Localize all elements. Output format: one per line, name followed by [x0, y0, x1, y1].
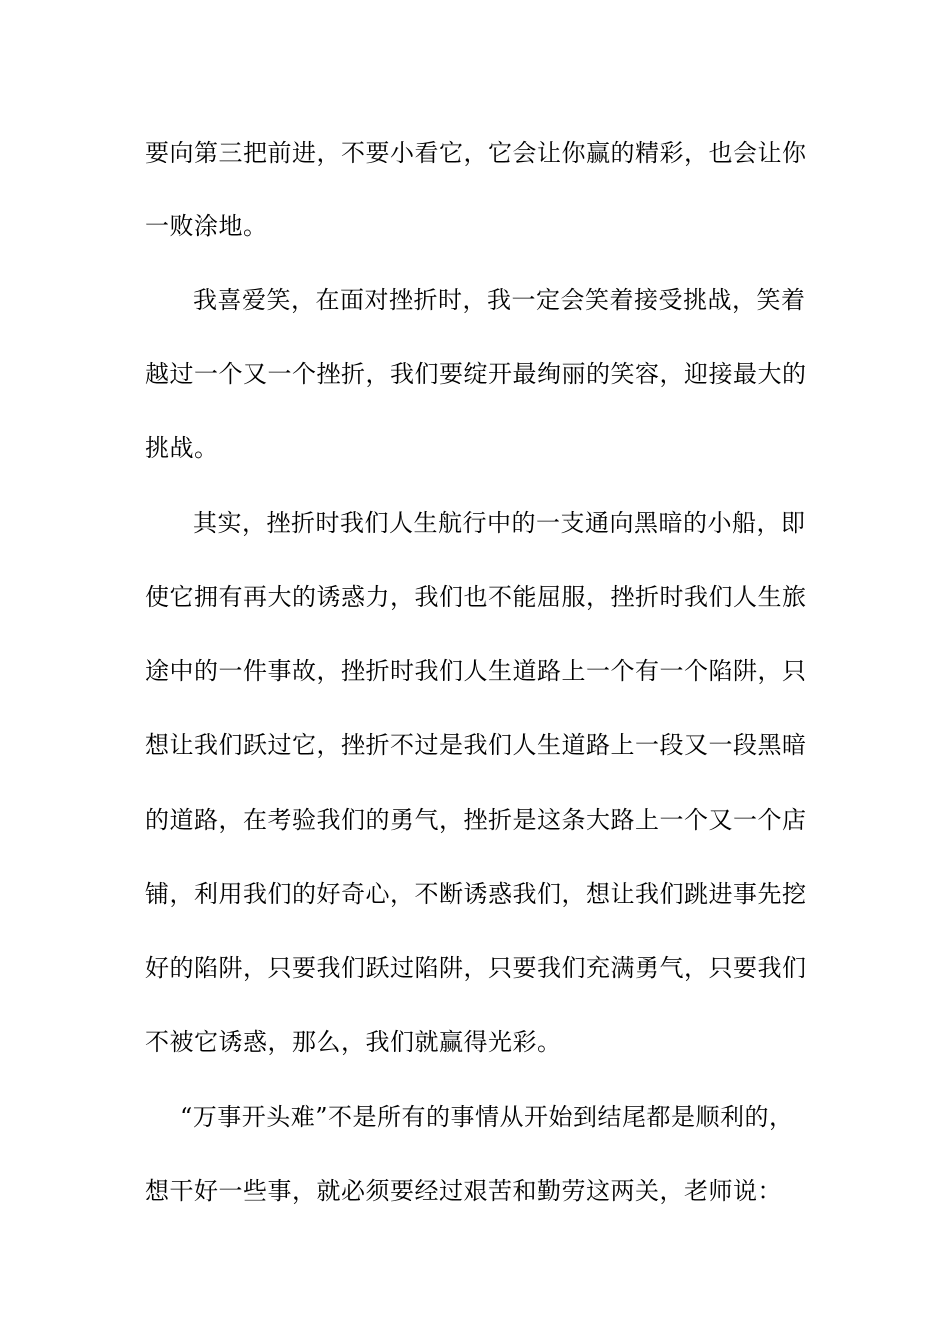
text-line: 越过一个又一个挫折，我们要绽开最绚丽的笑容，迎接最大的	[145, 360, 807, 388]
text-line: 要向第三把前进，不要小看它，它会让你赢的精彩，也会让你	[145, 139, 807, 167]
text-line: 想让我们跃过它，挫折不过是我们人生道路上一段又一段黑暗	[145, 731, 807, 759]
text-line: 铺，利用我们的好奇心，不断诱惑我们，想让我们跳进事先挖	[145, 880, 807, 908]
text-line: 不被它诱惑，那么，我们就赢得光彩。	[145, 1028, 562, 1056]
text-line: 途中的一件事故，挫折时我们人生道路上一个有一个陷阱，只	[145, 657, 807, 685]
text-line: 的道路，在考验我们的勇气，挫折是这条大路上一个又一个店	[145, 806, 807, 834]
text-line: “万事开头难”不是所有的事情从开始到结尾都是顺利的，	[180, 1103, 794, 1131]
text-line: 挑战。	[145, 434, 219, 462]
text-line: 其实，挫折时我们人生航行中的一支通向黑暗的小船，即	[193, 509, 806, 537]
text-line: 我喜爱笑，在面对挫折时，我一定会笑着接受挑战，笑着	[193, 286, 806, 314]
text-line: 好的陷阱，只要我们跃过陷阱，只要我们充满勇气，只要我们	[145, 954, 807, 982]
text-line: 一败涂地。	[145, 212, 268, 240]
text-line: 使它拥有再大的诱惑力，我们也不能屈服，挫折时我们人生旅	[145, 583, 807, 611]
text-line: 想干好一些事，就必须要经过艰苦和勤劳这两关，老师说：	[145, 1177, 782, 1205]
